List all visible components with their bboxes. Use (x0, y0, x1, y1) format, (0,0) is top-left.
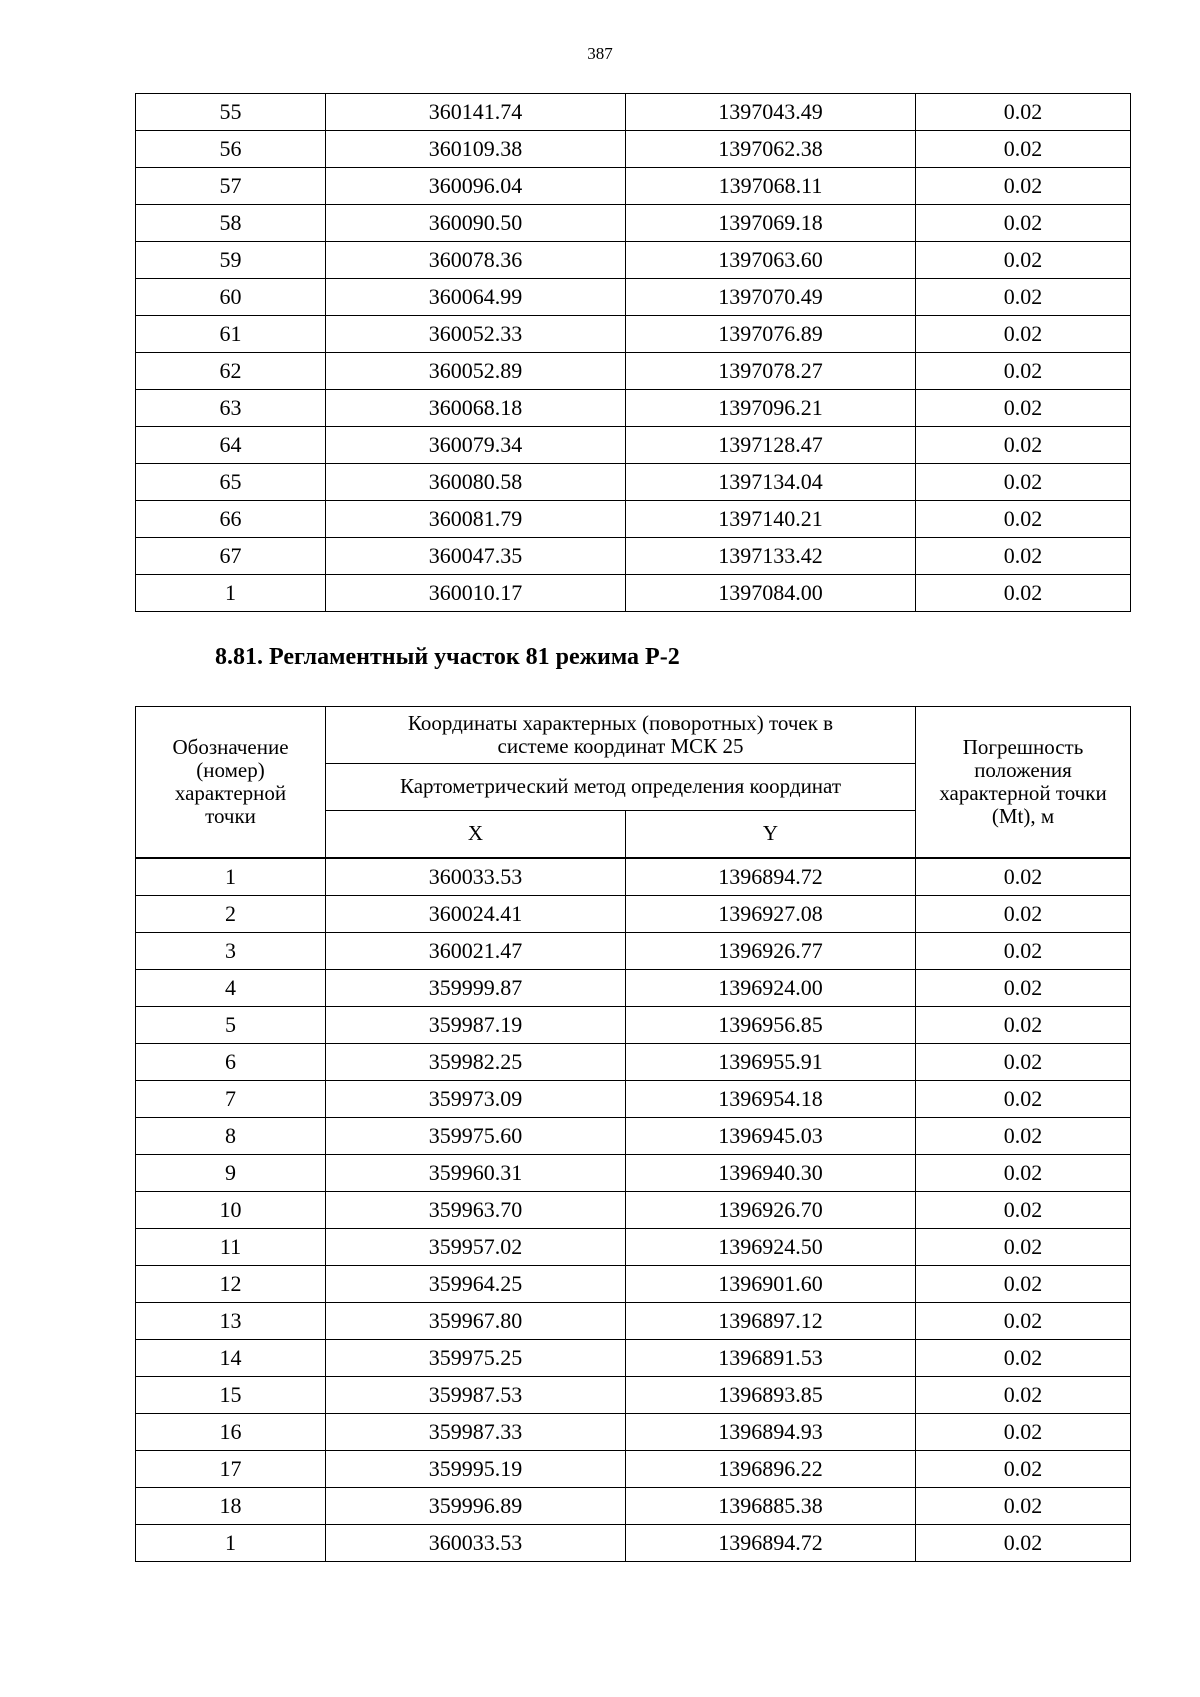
table-row (136, 575, 1131, 612)
error-cell: 0.02 (916, 1340, 1131, 1377)
point-number-cell: 14 (136, 1340, 326, 1377)
table-row (136, 1155, 1131, 1192)
x-coordinate-cell: 359995.19 (326, 1451, 626, 1488)
x-coordinate-cell: 360079.34 (326, 427, 626, 464)
error-cell: 0.02 (916, 168, 1131, 205)
y-coordinate-cell: 1396927.08 (626, 896, 916, 933)
table-row (136, 1081, 1131, 1118)
coordinates-header-line: Координаты характерных (поворотных) точек в (407, 710, 834, 735)
error-cell: 0.02 (916, 1229, 1131, 1266)
point-number-cell: 58 (136, 205, 326, 242)
table-row (136, 1192, 1131, 1229)
x-coordinate-cell: 359963.70 (326, 1192, 626, 1229)
x-coordinate-cell: 360090.50 (326, 205, 626, 242)
x-coordinate-cell: 360141.74 (326, 94, 626, 131)
table-row (136, 1266, 1131, 1303)
coordinates-header (326, 707, 916, 764)
point-number-cell: 11 (136, 1229, 326, 1266)
error-cell: 0.02 (916, 279, 1131, 316)
point-number-cell: 16 (136, 1414, 326, 1451)
x-coordinate-cell: 359975.25 (326, 1340, 626, 1377)
point-number-cell: 64 (136, 427, 326, 464)
table-row (136, 168, 1131, 205)
x-coordinate-cell: 359973.09 (326, 1081, 626, 1118)
y-coordinate-cell: 1396955.91 (626, 1044, 916, 1081)
table-row (136, 538, 1131, 575)
point-number-cell: 63 (136, 390, 326, 427)
error-cell: 0.02 (916, 1377, 1131, 1414)
error-cell: 0.02 (916, 427, 1131, 464)
point-number-cell: 5 (136, 1007, 326, 1044)
x-coordinate-cell: 359960.31 (326, 1155, 626, 1192)
y-coordinate-cell: 1396894.93 (626, 1414, 916, 1451)
point-number-cell: 66 (136, 501, 326, 538)
table-row (136, 353, 1131, 390)
y-coordinate-cell: 1397133.42 (626, 538, 916, 575)
error-cell: 0.02 (916, 390, 1131, 427)
y-coordinate-cell: 1396924.00 (626, 970, 916, 1007)
y-coordinate-cell: 1397070.49 (626, 279, 916, 316)
point-number-cell: 4 (136, 970, 326, 1007)
error-cell: 0.02 (916, 1007, 1131, 1044)
y-coordinate-cell: 1397140.21 (626, 501, 916, 538)
x-coordinate-cell: 360052.33 (326, 316, 626, 353)
point-number-cell: 60 (136, 279, 326, 316)
x-column-header: X (326, 811, 626, 859)
y-coordinate-cell: 1396894.72 (626, 1525, 916, 1562)
point-number-cell: 6 (136, 1044, 326, 1081)
table-row (136, 970, 1131, 1007)
error-cell: 0.02 (916, 1266, 1131, 1303)
y-coordinate-cell: 1397084.00 (626, 575, 916, 612)
table-row (136, 1340, 1131, 1377)
y-coordinate-cell: 1397078.27 (626, 353, 916, 390)
table-row (136, 1118, 1131, 1155)
y-coordinate-cell: 1396945.03 (626, 1118, 916, 1155)
y-coordinate-cell: 1397062.38 (626, 131, 916, 168)
method-header: Картометрический метод определения координат (326, 764, 916, 811)
table-row (136, 427, 1131, 464)
table-row (136, 1451, 1131, 1488)
x-coordinate-cell: 359967.80 (326, 1303, 626, 1340)
point-number-cell: 10 (136, 1192, 326, 1229)
coordinates-table-body (136, 858, 1131, 1562)
error-cell: 0.02 (916, 1414, 1131, 1451)
point-number-cell: 2 (136, 896, 326, 933)
x-coordinate-cell: 360080.58 (326, 464, 626, 501)
x-coordinate-cell: 359987.53 (326, 1377, 626, 1414)
error-cell: 0.02 (916, 538, 1131, 575)
y-coordinate-cell: 1396940.30 (626, 1155, 916, 1192)
error-cell: 0.02 (916, 316, 1131, 353)
point-number-cell: 59 (136, 242, 326, 279)
x-coordinate-cell: 359964.25 (326, 1266, 626, 1303)
section-heading: 8.81. Регламентный участок 81 режима Р-2 (215, 644, 680, 670)
table-row (136, 464, 1131, 501)
error-cell: 0.02 (916, 575, 1131, 612)
coordinates-table-continued-body (136, 94, 1131, 612)
y-column-header: Y (626, 811, 916, 859)
point-number-cell: 57 (136, 168, 326, 205)
error-cell: 0.02 (916, 464, 1131, 501)
point-number-cell: 7 (136, 1081, 326, 1118)
x-coordinate-cell: 359996.89 (326, 1488, 626, 1525)
y-coordinate-cell: 1396926.77 (626, 933, 916, 970)
point-number-cell: 9 (136, 1155, 326, 1192)
error-cell: 0.02 (916, 896, 1131, 933)
x-coordinate-cell: 360010.17 (326, 575, 626, 612)
y-coordinate-cell: 1396893.85 (626, 1377, 916, 1414)
error-cell: 0.02 (916, 1044, 1131, 1081)
y-coordinate-cell: 1397043.49 (626, 94, 916, 131)
x-coordinate-cell: 359957.02 (326, 1229, 626, 1266)
point-number-cell: 1 (136, 1525, 326, 1562)
point-number-cell: 13 (136, 1303, 326, 1340)
table-row (136, 316, 1131, 353)
x-coordinate-cell: 359999.87 (326, 970, 626, 1007)
x-coordinate-cell: 359982.25 (326, 1044, 626, 1081)
designation-header (136, 707, 326, 859)
y-coordinate-cell: 1396926.70 (626, 1192, 916, 1229)
point-number-cell: 62 (136, 353, 326, 390)
table-row (136, 1488, 1131, 1525)
x-coordinate-cell: 360033.53 (326, 858, 626, 896)
x-coordinate-cell: 360064.99 (326, 279, 626, 316)
error-cell: 0.02 (916, 1081, 1131, 1118)
table-row (136, 1414, 1131, 1451)
error-header-line: положения (974, 757, 1072, 782)
y-coordinate-cell: 1396894.72 (626, 858, 916, 896)
point-number-cell: 1 (136, 858, 326, 896)
table-row (136, 1525, 1131, 1562)
designation-header-line: характерной (174, 781, 287, 805)
x-coordinate-cell: 360081.79 (326, 501, 626, 538)
error-cell: 0.02 (916, 1118, 1131, 1155)
point-number-cell: 56 (136, 131, 326, 168)
point-number-cell: 55 (136, 94, 326, 131)
y-coordinate-cell: 1397063.60 (626, 242, 916, 279)
point-number-cell: 17 (136, 1451, 326, 1488)
table-row (136, 279, 1131, 316)
point-number-cell: 12 (136, 1266, 326, 1303)
designation-header-line: точки (205, 804, 256, 829)
x-coordinate-cell: 360096.04 (326, 168, 626, 205)
y-coordinate-cell: 1397076.89 (626, 316, 916, 353)
x-coordinate-cell: 360052.89 (326, 353, 626, 390)
coordinates-table (135, 706, 1131, 1562)
error-cell: 0.02 (916, 501, 1131, 538)
coordinates-table-continued (135, 93, 1131, 612)
table-row (136, 390, 1131, 427)
error-cell: 0.02 (916, 94, 1131, 131)
error-cell: 0.02 (916, 970, 1131, 1007)
error-header (916, 707, 1131, 859)
y-coordinate-cell: 1397096.21 (626, 390, 916, 427)
table-row (136, 933, 1131, 970)
point-number-cell: 1 (136, 575, 326, 612)
error-cell: 0.02 (916, 1192, 1131, 1229)
x-coordinate-cell: 360047.35 (326, 538, 626, 575)
y-coordinate-cell: 1396885.38 (626, 1488, 916, 1525)
page-number: 387 (587, 44, 613, 63)
x-coordinate-cell: 360024.41 (326, 896, 626, 933)
point-number-cell: 8 (136, 1118, 326, 1155)
y-coordinate-cell: 1397069.18 (626, 205, 916, 242)
x-coordinate-cell: 360068.18 (326, 390, 626, 427)
point-number-cell: 67 (136, 538, 326, 575)
error-cell: 0.02 (916, 1525, 1131, 1562)
coordinates-table-header (136, 707, 1131, 859)
point-number-cell: 15 (136, 1377, 326, 1414)
point-number-cell: 65 (136, 464, 326, 501)
y-coordinate-cell: 1397134.04 (626, 464, 916, 501)
error-header-line: Погрешность (962, 734, 1084, 759)
table-row (136, 1377, 1131, 1414)
error-header-line: характерной точки (939, 781, 1107, 805)
error-cell: 0.02 (916, 858, 1131, 896)
error-cell: 0.02 (916, 1303, 1131, 1340)
table-row (136, 1044, 1131, 1081)
point-number-cell: 61 (136, 316, 326, 353)
coordinates-header-line: системе координат МСК 25 (497, 734, 744, 758)
error-cell: 0.02 (916, 1155, 1131, 1192)
error-cell: 0.02 (916, 205, 1131, 242)
y-coordinate-cell: 1396924.50 (626, 1229, 916, 1266)
x-coordinate-cell: 360033.53 (326, 1525, 626, 1562)
x-coordinate-cell: 359975.60 (326, 1118, 626, 1155)
x-coordinate-cell: 360021.47 (326, 933, 626, 970)
y-coordinate-cell: 1396897.12 (626, 1303, 916, 1340)
error-cell: 0.02 (916, 353, 1131, 390)
table-row (136, 1303, 1131, 1340)
error-header-line: (Mt), м (991, 804, 1055, 829)
designation-header-line: (номер) (196, 757, 265, 782)
y-coordinate-cell: 1396954.18 (626, 1081, 916, 1118)
table-row (136, 1229, 1131, 1266)
y-coordinate-cell: 1396956.85 (626, 1007, 916, 1044)
error-cell: 0.02 (916, 1488, 1131, 1525)
error-cell: 0.02 (916, 1451, 1131, 1488)
designation-header-line: Обозначение (172, 734, 289, 759)
y-coordinate-cell: 1396891.53 (626, 1340, 916, 1377)
y-coordinate-cell: 1396901.60 (626, 1266, 916, 1303)
x-coordinate-cell: 360109.38 (326, 131, 626, 168)
error-cell: 0.02 (916, 242, 1131, 279)
table-row (136, 1007, 1131, 1044)
y-coordinate-cell: 1396896.22 (626, 1451, 916, 1488)
error-cell: 0.02 (916, 933, 1131, 970)
table-row (136, 131, 1131, 168)
point-number-cell: 3 (136, 933, 326, 970)
x-coordinate-cell: 359987.33 (326, 1414, 626, 1451)
table-row (136, 242, 1131, 279)
x-coordinate-cell: 359987.19 (326, 1007, 626, 1044)
table-row (136, 501, 1131, 538)
x-coordinate-cell: 360078.36 (326, 242, 626, 279)
error-cell: 0.02 (916, 131, 1131, 168)
y-coordinate-cell: 1397128.47 (626, 427, 916, 464)
table-row (136, 896, 1131, 933)
table-row (136, 94, 1131, 131)
point-number-cell: 18 (136, 1488, 326, 1525)
table-row (136, 205, 1131, 242)
y-coordinate-cell: 1397068.11 (626, 168, 916, 205)
table-row (136, 858, 1131, 896)
